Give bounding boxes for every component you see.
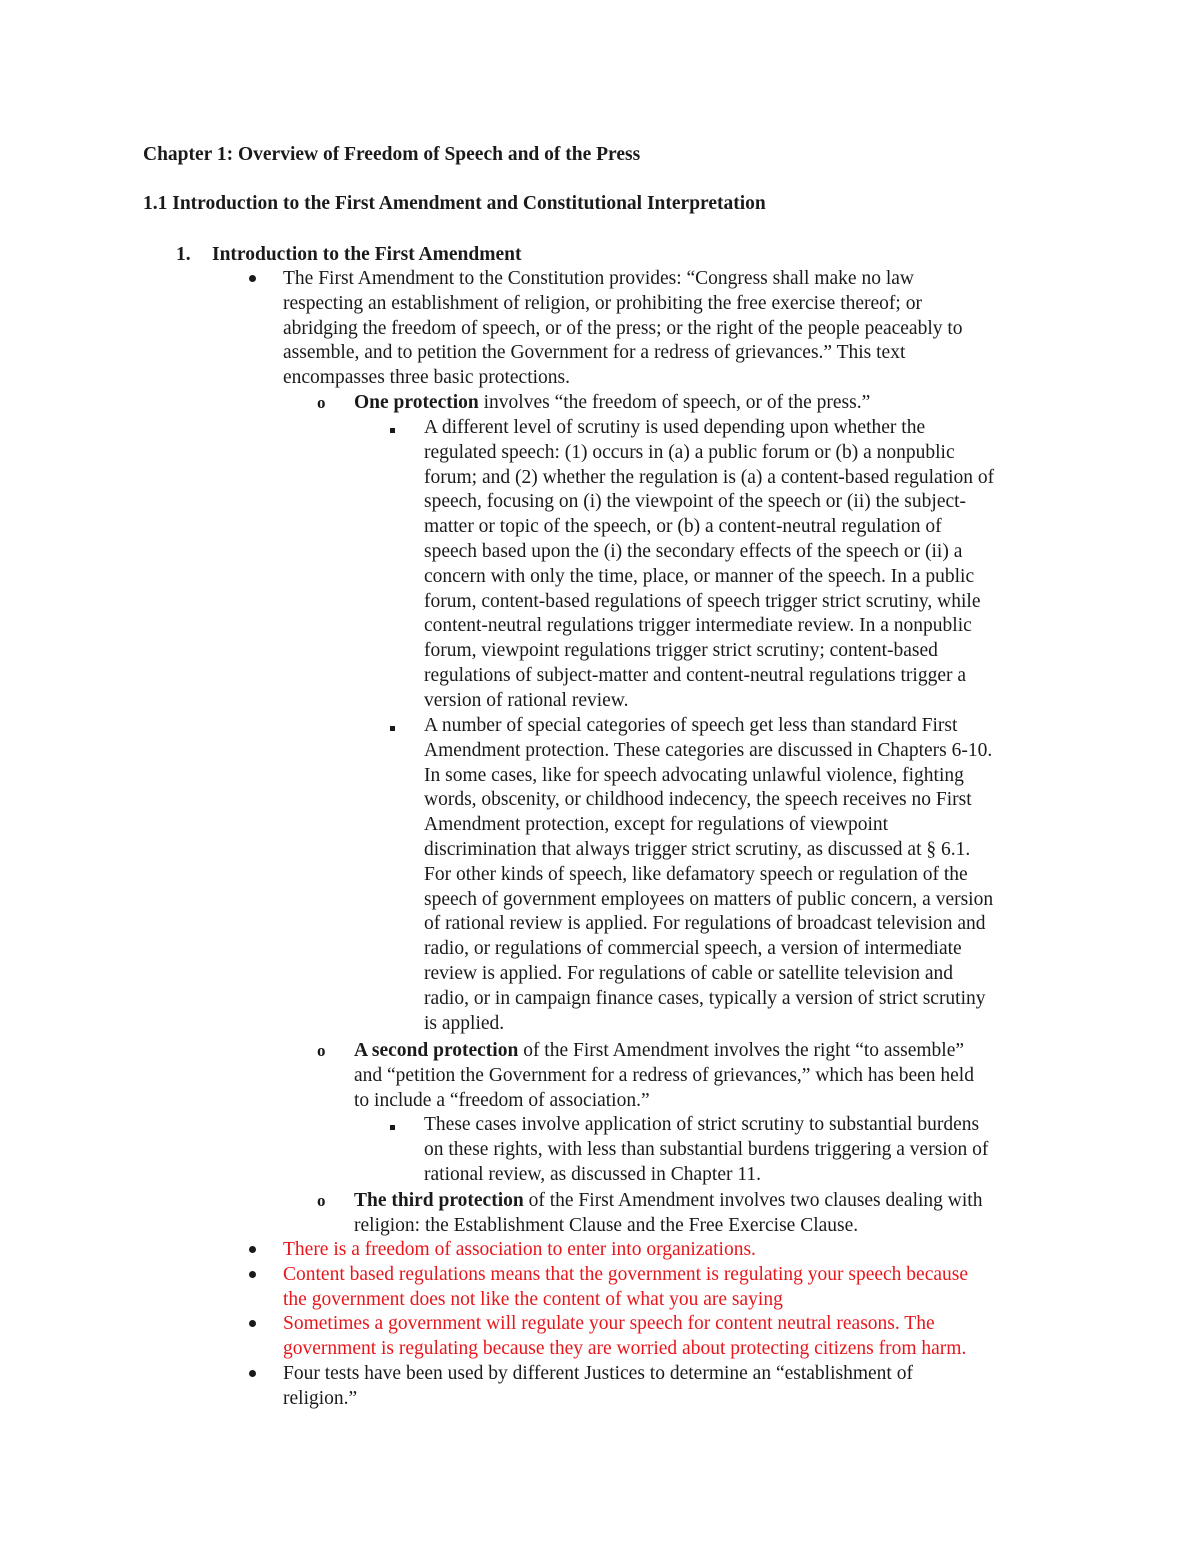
text-line: religion.” (283, 1387, 358, 1409)
bold-lead: One protection (354, 392, 479, 413)
sub-bullet-icon: o (317, 393, 326, 412)
text-line: radio, or regulations of commercial speech, a version of intermediate (424, 938, 962, 960)
bullet-icon (249, 275, 256, 282)
text-line: radio, or in campaign finance cases, typically a version of strict scrutiny (424, 987, 986, 1009)
text-line: Amendment protection, except for regulations of viewpoint (424, 814, 889, 836)
bold-lead: The third protection (354, 1190, 524, 1211)
square-bullet-icon (390, 1125, 395, 1130)
sub-bullet-one-protection (354, 391, 870, 416)
text-rest: of the First Amendment involves the right “to assemble” (518, 1040, 965, 1061)
text-line: The First Amendment to the Constitution provides: “Congress shall make no law (283, 268, 914, 289)
text-line: rational review, as discussed in Chapter 11. (424, 1163, 762, 1185)
text-line: matter or topic of the speech, or (b) a content-neutral regulation of (424, 516, 942, 538)
text-line: forum, content-based regulations of speech trigger strict scrutiny, while (424, 590, 981, 612)
text-rest: involves “the freedom of speech, or of the press.” (478, 392, 871, 413)
text-line: For other kinds of speech, like defamatory speech or regulation of the (424, 863, 968, 885)
square-bullet-icon (390, 428, 395, 433)
item-title: Introduction to the First Amendment (212, 244, 522, 265)
text-line: There is a freedom of association to enter into organizations. (283, 1239, 756, 1260)
text-line: A different level of scrutiny is used depending upon whether the (424, 417, 926, 438)
text-line: regulations of subject-matter and content-neutral regulations trigger a (424, 664, 967, 686)
text-rest: of the First Amendment involves two clauses dealing with (523, 1190, 983, 1211)
text-line: forum; and (2) whether the regulation is (a) a content-based regulation of (424, 466, 995, 488)
text-line: forum, viewpoint regulations trigger strict scrutiny; content-based (424, 640, 938, 662)
text-line: speech based upon the (i) the secondary effects of the speech or (ii) a (424, 540, 963, 562)
bullet-icon (249, 1271, 256, 1278)
text-line: abridging the freedom of speech, or of the press; or the right of the people peaceably to (283, 317, 963, 339)
text-line: speech of government employees on matters of public concern, a version (424, 888, 994, 910)
scrutiny-level-text (424, 416, 994, 714)
text-line: respecting an establishment of religion, or prohibiting the free exercise thereof; or (283, 292, 922, 314)
text-line: Content based regulations means that the government is regulating your speech because (283, 1264, 969, 1285)
red-note-content-neutral (283, 1312, 966, 1362)
sub-bullet-icon: o (317, 1041, 326, 1060)
text-line: is applied. (424, 1012, 505, 1034)
bold-lead: A second protection (354, 1040, 519, 1061)
section-title: 1.1 Introduction to the First Amendment and Constitutional Interpretation (143, 193, 766, 214)
text-line: religion: the Establishment Clause and the Free Exercise Clause. (354, 1214, 859, 1236)
text-line: concern with only the time, place, or manner of the speech. In a public (424, 565, 975, 587)
text-line: the government does not like the content of what you are saying (283, 1288, 783, 1310)
text-line: to include a “freedom of association.” (354, 1089, 650, 1111)
bullet-icon (249, 1370, 256, 1377)
text-line: assemble, and to petition the Government for a redress of grievances.” This text (283, 342, 906, 364)
text-line: discrimination that always trigger strict scrutiny, as discussed at § 6.1. (424, 838, 971, 860)
sub-bullet-second-protection (354, 1039, 974, 1113)
text-line: content-neutral regulations trigger intermediate review. In a nonpublic (424, 615, 972, 637)
red-note-content-based (283, 1263, 968, 1313)
bullet-four-tests (283, 1362, 913, 1412)
text-line: encompasses three basic protections. (283, 367, 570, 389)
special-categories-text (424, 714, 993, 1036)
sub-bullet-third-protection (354, 1189, 982, 1239)
text-line: Sometimes a government will regulate your speech for content neutral reasons. The (283, 1313, 935, 1334)
text-line: In some cases, like for speech advocating unlawful violence, fighting (424, 764, 964, 786)
item-number: 1. (176, 244, 191, 265)
text-line: words, obscenity, or childhood indecency, the speech receives no First (424, 789, 972, 811)
text-line: Four tests have been used by different Justices to determine an “establishment of (283, 1363, 913, 1384)
bullet-icon (249, 1246, 256, 1253)
text-line: government is regulating because they are worried about protecting citizens from harm. (283, 1337, 967, 1359)
text-line: version of rational review. (424, 689, 629, 711)
bullet-first-amendment-text (283, 267, 963, 391)
text-line: of rational review is applied. For regulations of broadcast television and (424, 913, 986, 935)
text-line: Amendment protection. These categories are discussed in Chapters 6-10. (424, 739, 993, 761)
bullet-icon (249, 1320, 256, 1327)
red-note-association (283, 1238, 756, 1263)
text-line: speech, focusing on (i) the viewpoint of the speech or (ii) the subject- (424, 491, 967, 513)
text-line: These cases involve application of strict scrutiny to substantial burdens (424, 1114, 980, 1135)
square-bullet-icon (390, 726, 395, 731)
text-line: review is applied. For regulations of cable or satellite television and (424, 962, 954, 984)
sub-bullet-icon: o (317, 1191, 326, 1210)
chapter-title: Chapter 1: Overview of Freedom of Speech and of the Press (143, 144, 641, 165)
text-line: on these rights, with less than substantial burdens triggering a version of (424, 1138, 989, 1160)
text-line: regulated speech: (1) occurs in (a) a public forum or (b) a nonpublic (424, 441, 955, 463)
association-scrutiny-text (424, 1113, 988, 1187)
text-line: and “petition the Government for a redress of grievances,” which has been held (354, 1064, 974, 1086)
text-line: A number of special categories of speech get less than standard First (424, 715, 958, 736)
